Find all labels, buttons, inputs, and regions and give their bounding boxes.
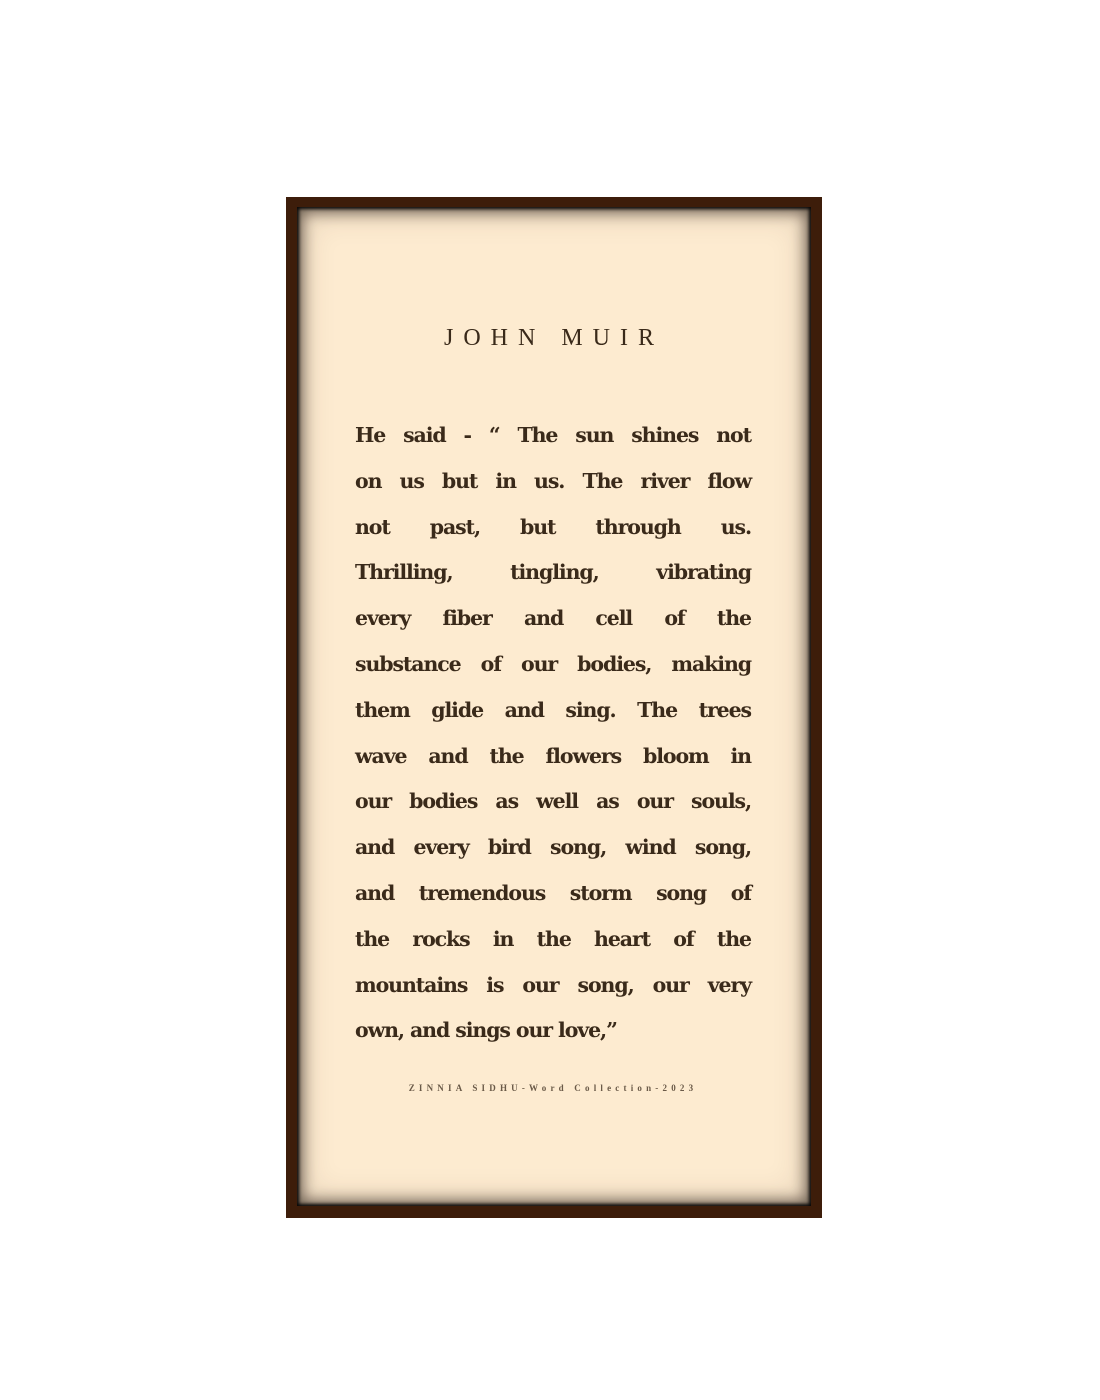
picture-frame [286,197,822,1218]
collection-credit: ZINNIA SIDHU-Word Collection-2023 [408,1083,698,1093]
quote-text [355,413,751,1054]
quote-line: He said - “ The sun shines not [355,423,751,447]
quote-author-title: JOHN MUIR [443,325,664,351]
quote-line: and tremendous storm song of [355,880,751,905]
quote-line: own, and sings our love,” [355,1018,617,1043]
quote-line: Thrilling, tingling, vibrating [355,560,751,585]
quote-line: wave and the flowers bloom in [355,743,751,768]
quote-line: not past, but through us. [355,514,751,539]
quote-line: mountains is our song, our very [355,972,751,997]
quote-line: them glide and sing. The trees [355,697,751,722]
quote-line: our bodies as well as our souls, [355,789,751,814]
quote-line: the rocks in the heart of the [355,926,751,951]
quote-line: substance of our bodies, making [355,651,751,676]
quote-line: every fiber and cell of the [355,606,751,631]
quote-line: and every bird song, wind song, [355,835,751,860]
quote-line: on us but in us. The river flow [355,468,751,493]
print-paper [297,207,811,1206]
